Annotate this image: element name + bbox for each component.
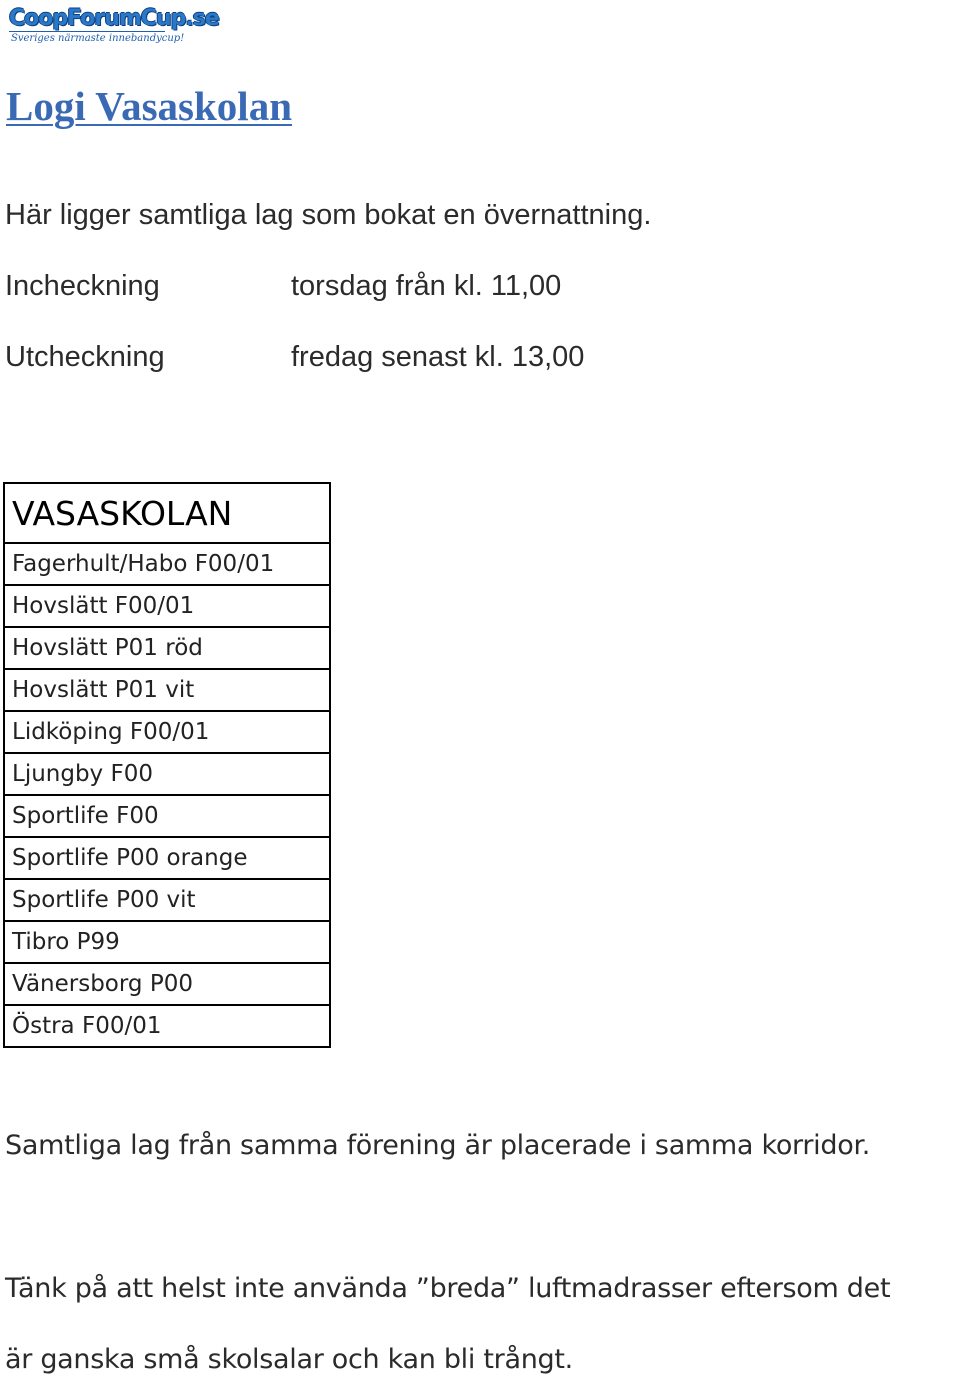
- mattress-note-line-2: är ganska små skolsalar och kan bli trångt.: [5, 1344, 573, 1375]
- team-cell: Lidköping F00/01: [4, 711, 330, 753]
- table-row: [4, 921, 330, 963]
- table-row: [4, 963, 330, 1005]
- table-row: [4, 837, 330, 879]
- intro-text: Här ligger samtliga lag som bokat en övernattning.: [5, 199, 652, 231]
- table-row: [4, 753, 330, 795]
- checkout-label: Utcheckning: [5, 341, 165, 373]
- team-cell: Östra F00/01: [4, 1005, 330, 1047]
- corridor-note: Samtliga lag från samma förening är placerade i samma korridor.: [5, 1130, 871, 1161]
- mattress-note-line-1: Tänk på att helst inte använda ”breda” luftmadrasser eftersom det: [5, 1273, 891, 1304]
- checkin-value: torsdag från kl. 11,00: [291, 270, 562, 302]
- table-row: [4, 627, 330, 669]
- checkin-label: Incheckning: [5, 270, 160, 302]
- team-cell: Sportlife P00 orange: [4, 837, 330, 879]
- table-header-row: [4, 483, 330, 543]
- table-row: [4, 795, 330, 837]
- table-row: [4, 879, 330, 921]
- team-cell: Sportlife P00 vit: [4, 879, 330, 921]
- team-cell: Sportlife F00: [4, 795, 330, 837]
- site-logo[interactable]: [9, 6, 219, 46]
- table-header: VASASKOLAN: [4, 483, 330, 543]
- table-row: [4, 669, 330, 711]
- team-cell: Fagerhult/Habo F00/01: [4, 543, 330, 585]
- team-cell: Tibro P99: [4, 921, 330, 963]
- logo-tagline: Sveriges närmaste innebandycup!: [11, 33, 185, 44]
- lodging-table: [3, 482, 331, 1048]
- checkout-value: fredag senast kl. 13,00: [291, 341, 585, 373]
- checkin-row: [5, 270, 561, 303]
- team-cell: Hovslätt P01 röd: [4, 627, 330, 669]
- team-cell: Ljungby F00: [4, 753, 330, 795]
- team-cell: Hovslätt F00/01: [4, 585, 330, 627]
- logo-wordmark: CoopForumCup.se: [9, 6, 219, 31]
- team-cell: Vänersborg P00: [4, 963, 330, 1005]
- table-row: [4, 585, 330, 627]
- checkout-row: [5, 341, 584, 374]
- table-row: [4, 1005, 330, 1047]
- page-title: Logi Vasaskolan: [6, 83, 292, 129]
- logo-divider: [9, 31, 165, 32]
- team-cell: Hovslätt P01 vit: [4, 669, 330, 711]
- table-row: [4, 543, 330, 585]
- table-row: [4, 711, 330, 753]
